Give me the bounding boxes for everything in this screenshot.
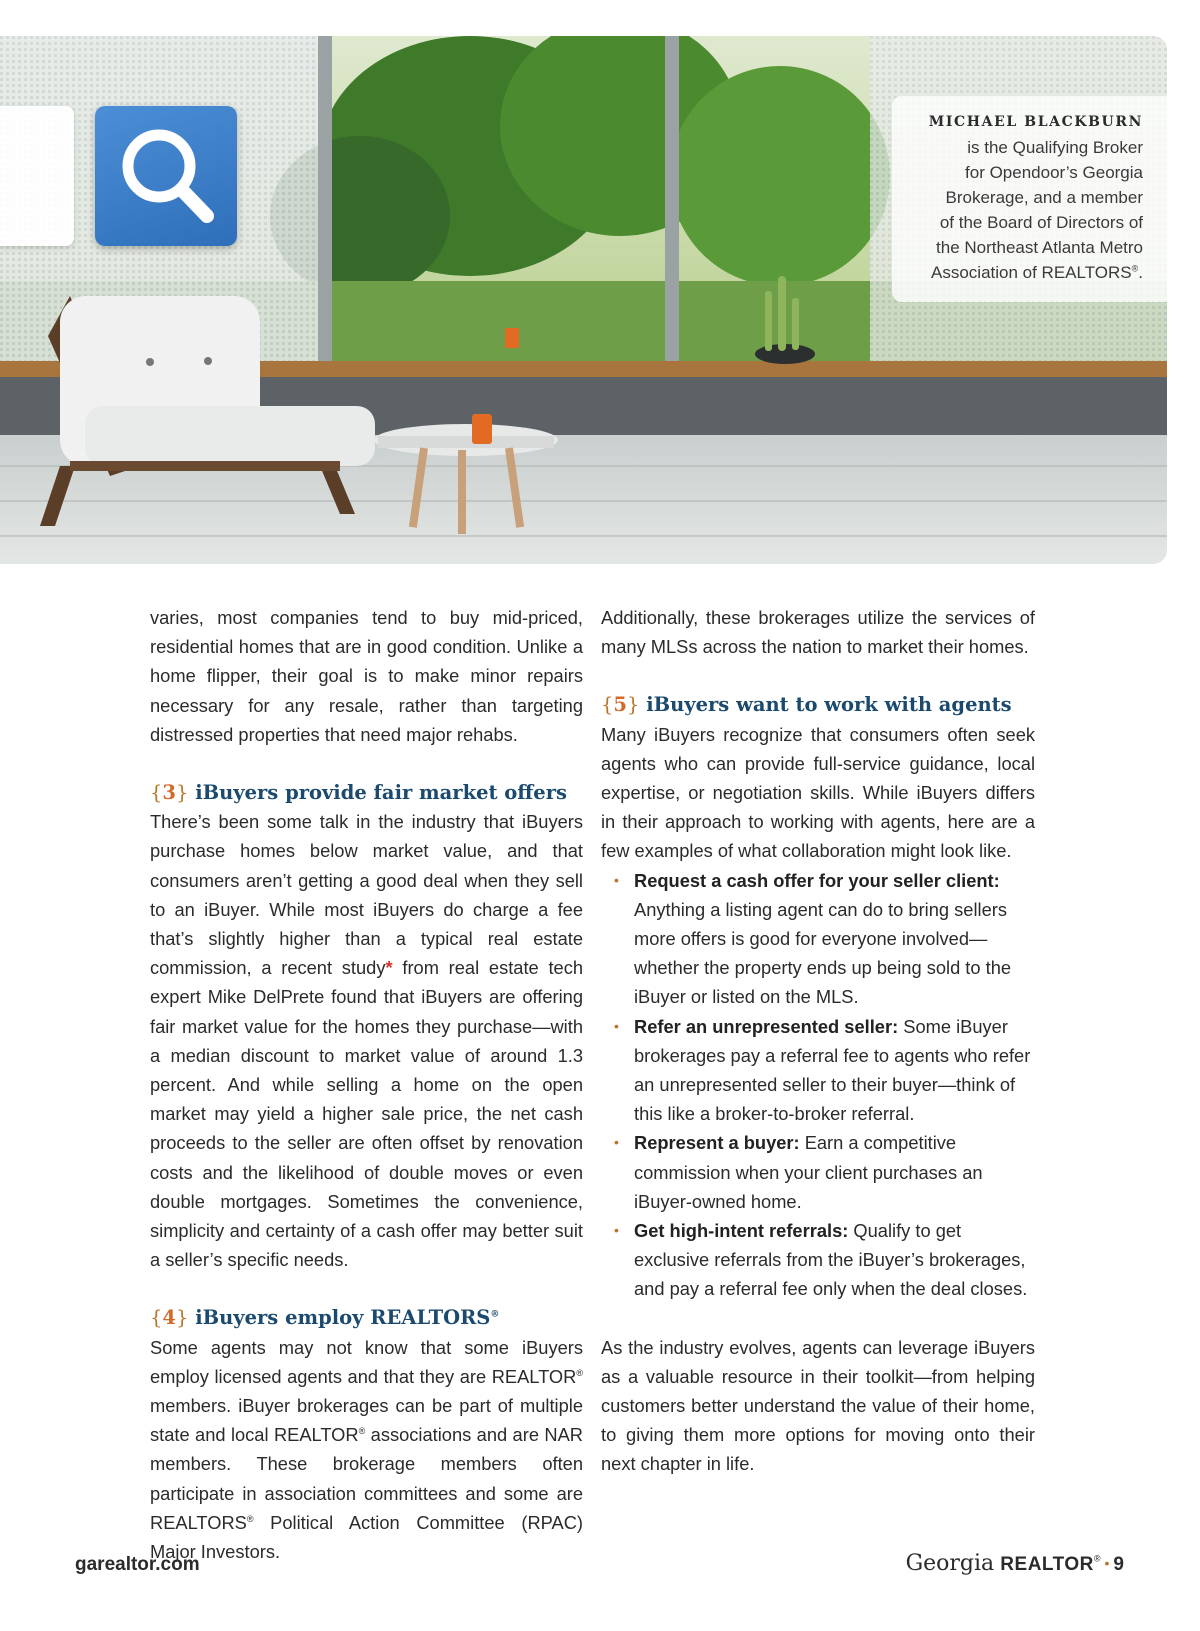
footnote-asterisk: * [385, 957, 393, 979]
search-tile [95, 106, 237, 246]
magazine-name: Georgia [905, 1551, 995, 1576]
closing-paragraph: As the industry evolves, agents can leverage iBuyers as a valuable resource in their toolkit—from helping customers better understand the value of their home, to giving them more options for moving onto their next chapter in life. [601, 1336, 1035, 1475]
list-item-lead: Refer an unrepresented seller: [634, 1015, 899, 1037]
section-4-text-c: associations and are NAR members. These brokerage members often participate in association committees and some are REALTORS [150, 1424, 583, 1533]
section-3-text-b: from real estate tech expert Mike DelPrete found that iBuyers are offering fair market value for the homes they purchase—with a median discount to market value of around 1.3 percent. And while selling a home on the open market may yield a higher sale price, the net cash proceeds to the seller are often offset by renovation costs and the likelihood of double moves or even double mortgages. Sometimes the convenience, simplicity and certainty of a cash offer may better suit a seller’s specific needs. [150, 957, 584, 1271]
brace-close: } [176, 1306, 189, 1330]
list-item-text: Qualify to get exclusive referrals from the iBuyer’s brokerages, and pay a referral fee only when the deal closes. [634, 1220, 1028, 1300]
separator-dot: • [1104, 1555, 1110, 1571]
registered-mark: ® [358, 1426, 366, 1437]
author-bio-line [902, 260, 1143, 285]
section-number: 3 [162, 781, 176, 805]
author-bio-last: Association of REALTORS [931, 263, 1132, 282]
registered-mark: ® [246, 1513, 254, 1524]
registered-mark: ® [490, 1309, 500, 1320]
brace-open: { [150, 1306, 163, 1330]
section-3-paragraph [150, 807, 583, 1274]
list-item-text: Earn a competitive commission when your client purchases an iBuyer-owned home. [634, 1132, 983, 1212]
side-card [0, 106, 74, 246]
author-bio-line: is the Qualifying Broker [967, 138, 1143, 157]
section-5-paragraph: Many iBuyers recognize that consumers often seek agents who can provide full-service guidance, local expertise, or negotiation skills. While iBuyers differs in their approach to working with agents, here are a few examples of what collaboration might look like. [601, 723, 1035, 862]
section-number: 5 [613, 693, 627, 717]
section-4-paragraph [150, 1333, 583, 1567]
author-bio-end: . [1138, 263, 1143, 282]
author-bio-line: Brokerage, and a member [945, 188, 1143, 207]
author-caption [892, 96, 1167, 302]
list-item-lead: Request a cash offer for your seller client: [634, 869, 1000, 891]
brace-close: } [627, 693, 640, 717]
left-column [150, 603, 583, 1566]
author-name: MICHAEL BLACKBURN [928, 114, 1143, 130]
author-bio-line: for Opendoor’s Georgia [965, 163, 1143, 182]
list-item [634, 1128, 1035, 1216]
author-bio [902, 135, 1143, 285]
author-bio-line: the Northeast Atlanta Metro [936, 238, 1143, 257]
left-intro-paragraph: varies, most companies tend to buy mid-priced, residential homes that are in good condition. Unlike a home flipper, their goal is to make minor repairs necessary for any resale, rather than targeting distressed properties that need major rehabs. [150, 607, 583, 745]
magazine-subname: REALTOR [1000, 1554, 1094, 1575]
brace-close: } [176, 781, 189, 805]
section-title: iBuyers employ REALTORS [195, 1306, 491, 1330]
author-bio-line: of the Board of Directors of [939, 213, 1143, 232]
section-title: iBuyers want to work with agents [646, 693, 1012, 717]
site-url: garealtor.com [75, 1554, 200, 1575]
section-title: iBuyers provide fair market offers [195, 781, 567, 805]
hero-photo [0, 36, 1167, 564]
registered-mark: ® [1131, 263, 1139, 274]
registered-mark: ® [1093, 1553, 1101, 1564]
section-4-heading [150, 1303, 583, 1332]
section-3-text-a: There’s been some talk in the industry that iBuyers purchase homes below market value, and that consumers aren’t getting a good deal when they sell to an iBuyer. While most iBuyers do charge a fee that’s slightly higher than a typical real estate commission, a recent study [150, 811, 583, 979]
brace-open: { [601, 693, 614, 717]
section-number: 4 [162, 1306, 176, 1330]
list-item-lead: Represent a buyer: [634, 1132, 800, 1154]
section-4-text-d: Political Action Committee (RPAC) Major Investors. [150, 1511, 583, 1563]
list-item-text: Anything a listing agent can do to bring sellers more offers is good for everyone involved—whether the property ends up being sold to the iBuyer or listed on the MLS. [634, 898, 1012, 1008]
list-item [634, 1012, 1035, 1129]
section-3-heading [150, 778, 583, 807]
registered-mark: ® [576, 1367, 583, 1378]
section-5-heading [601, 690, 1035, 719]
magazine-footer [906, 1550, 1124, 1576]
page-number: 9 [1113, 1554, 1124, 1575]
brace-open: { [150, 781, 163, 805]
section-4-text-a: Some agents may not know that some iBuyers employ licensed agents and that they are REALTOR [150, 1336, 583, 1387]
collaboration-list [601, 866, 1035, 1304]
right-intro-paragraph: Additionally, these brokerages utilize the services of many MLSs across the nation to market their homes. [601, 607, 1035, 658]
section-4-text-b: members. iBuyer brokerages can be part of multiple state and local REALTOR [150, 1395, 583, 1446]
list-item [634, 1216, 1035, 1304]
search-icon [95, 106, 237, 246]
list-item-lead: Get high-intent referrals: [634, 1220, 849, 1242]
list-item [634, 866, 1035, 1012]
list-item-text: Some iBuyer brokerages pay a referral fee to agents who refer an unrepresented seller to their buyer—think of this like a broker-to-broker referral. [634, 1015, 1031, 1125]
right-column [601, 603, 1035, 1479]
